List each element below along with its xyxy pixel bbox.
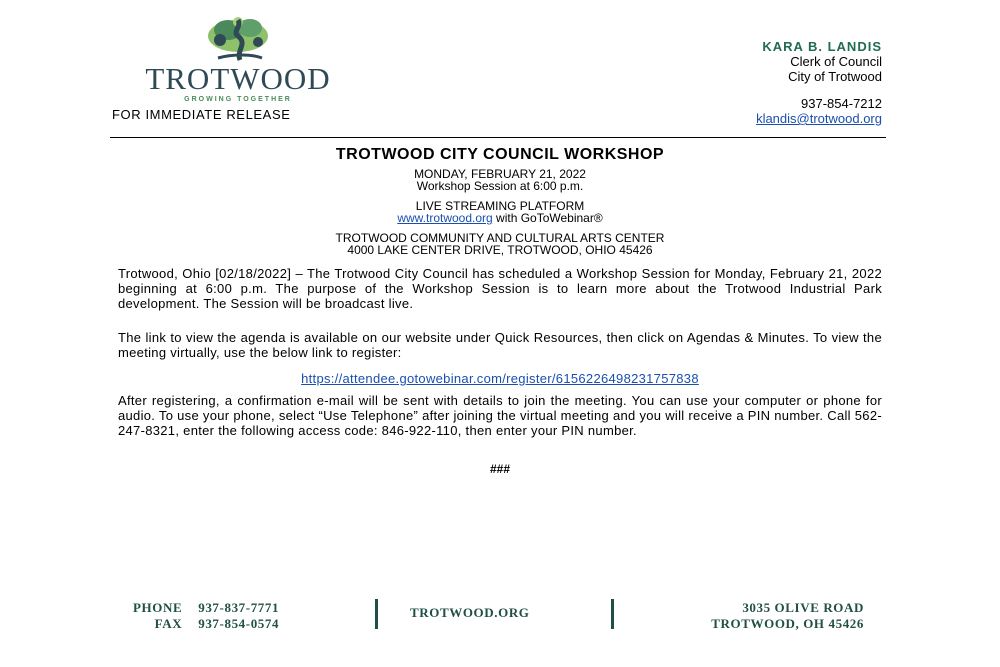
paragraph-agenda: The link to view the agenda is available on our website under Quick Resources, then click on Agendas & Minutes. To view the meeting virtually, use the below link to register: xyxy=(118,330,882,360)
footer-address-line2: TROTWOOD, OH 45426 xyxy=(711,616,864,631)
logo-wordmark: TROTWOOD xyxy=(145,61,331,96)
contact-title: Clerk of Council xyxy=(790,54,882,69)
end-mark: ### xyxy=(489,462,511,476)
paragraph-instructions: After registering, a confirmation e-mail will be sent with details to join the meeting. You can use your computer or phone for audio. To use your phone, select “Use Telephone” after joining the virtual meeting and you will receive a PIN number. Call 562-247-8321, enter the following access code: 846-922-110, then enter your PIN number. xyxy=(118,393,882,438)
register-link[interactable]: https://attendee.gotowebinar.com/register/6156226498231757838 xyxy=(301,371,699,386)
footer-contact xyxy=(133,600,285,632)
release-label: FOR IMMEDIATE RELEASE xyxy=(112,107,291,122)
platform-suffix: with GoToWebinar® xyxy=(492,211,603,225)
contact-name: KARA B. LANDIS xyxy=(762,39,882,54)
trotwood-logo xyxy=(118,14,358,103)
footer-divider-right xyxy=(611,599,614,629)
paragraph-announcement: Trotwood, Ohio [02/18/2022] – The Trotwood City Council has scheduled a Workshop Session for Monday, February 21, 2022 beginning at 6:00 p.m. The purpose of the Workshop Session is to learn more about the Trotwood Industrial Park development. The Session will be broadcast live. xyxy=(118,266,882,311)
footer-fax: 937-854-0574 xyxy=(198,616,280,631)
contact-block xyxy=(756,39,882,126)
session-time: Workshop Session at 6:00 p.m. xyxy=(416,179,584,193)
platform-line xyxy=(110,212,890,224)
venue-name: TROTWOOD COMMUNITY AND CULTURAL ARTS CENTER xyxy=(335,231,665,245)
footer-phone-label: PHONE xyxy=(133,600,183,615)
meeting-date: MONDAY, FEBRUARY 21, 2022 xyxy=(414,167,586,181)
platform-label: LIVE STREAMING PLATFORM xyxy=(415,199,585,213)
footer-address-line1: 3035 OLIVE ROAD xyxy=(742,600,864,615)
logo-tagline: GROWING TOGETHER xyxy=(184,96,292,103)
footer-address xyxy=(650,600,864,632)
footer-fax-label: FAX xyxy=(154,616,183,631)
contact-phone: 937-854-7212 xyxy=(801,96,882,111)
footer-divider-left xyxy=(375,599,378,629)
tree-icon xyxy=(192,14,284,62)
page-title: TROTWOOD CITY COUNCIL WORKSHOP xyxy=(335,146,665,163)
register-link-row xyxy=(110,371,890,386)
contact-email-link[interactable]: klandis@trotwood.org xyxy=(756,111,882,126)
website-link[interactable]: www.trotwood.org xyxy=(397,211,493,225)
header-divider xyxy=(110,137,886,138)
footer-phone: 937-837-7771 xyxy=(198,600,280,615)
footer-website[interactable]: TROTWOOD.ORG xyxy=(410,605,530,620)
contact-org: City of Trotwood xyxy=(788,69,882,84)
venue-address: 4000 LAKE CENTER DRIVE, TROTWOOD, OHIO 45426 xyxy=(347,243,653,257)
